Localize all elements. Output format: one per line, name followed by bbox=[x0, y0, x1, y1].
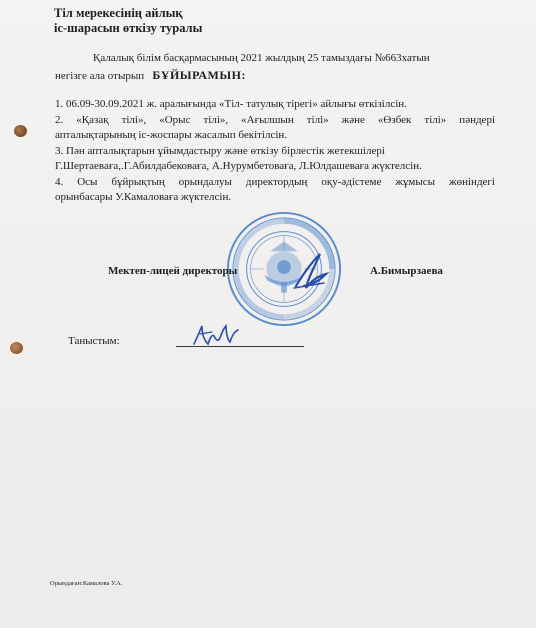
title-line-1: Тіл мерекесінің айлық bbox=[54, 6, 183, 20]
signatory-name: А.Бимырзаева bbox=[370, 265, 443, 277]
signatory-title: Мектеп-лицей директоры bbox=[108, 265, 238, 277]
punch-hole-icon bbox=[14, 125, 27, 137]
order-item-line: 4. Осы бұйрықтың орындалуы директордың оқу-әдістеме жұмысы жөніндегі bbox=[55, 175, 495, 188]
order-item-line: 2. «Қазақ тілі», «Орыс тілі», «Ағылшын тілі» және «Өзбек тілі» пәндері bbox=[55, 113, 495, 126]
acquainted-label: Таныстым: bbox=[68, 335, 120, 347]
order-word: БҰЙЫРАМЫН: bbox=[152, 68, 246, 82]
acquaintance-signature-icon bbox=[190, 322, 242, 352]
director-signature-icon bbox=[290, 250, 330, 292]
title-line-2: іс-шарасын өткізу туралы bbox=[54, 21, 203, 35]
order-item-line: Г.Шертаеваға,.Г.Абилдабековаға, А.Нурумбетоваға, Л.Юлдашеваға жүктелсін. bbox=[55, 160, 422, 172]
intro-line-2 bbox=[55, 67, 495, 85]
order-items bbox=[55, 97, 495, 206]
order-item-line: 1. 06.09-30.09.2021 ж. аралығында «Тіл- татулық тірегі» айлығы өткізілсін. bbox=[55, 98, 407, 110]
order-item-line: апталықтарының іс-жоспары жасалып бекітілсін. bbox=[55, 129, 288, 141]
intro-paragraph bbox=[55, 50, 495, 85]
order-item-line: 3. Пән апталықтарын ұйымдастыру және өткізу бірлестік жетекшілері bbox=[55, 144, 385, 157]
intro-line-1: Қалалық білім басқармасының 2021 жылдың 25 тамыздағы №663хатын bbox=[93, 52, 430, 64]
intro-prefix: негізге ала отырып bbox=[55, 70, 145, 82]
footer-executor: Орындаған:Камалова У.А. bbox=[50, 580, 123, 587]
order-item-line: орынбасары У.Камаловаға жүктелсін. bbox=[55, 191, 232, 203]
document-title bbox=[54, 6, 202, 36]
punch-hole-icon bbox=[10, 342, 23, 354]
